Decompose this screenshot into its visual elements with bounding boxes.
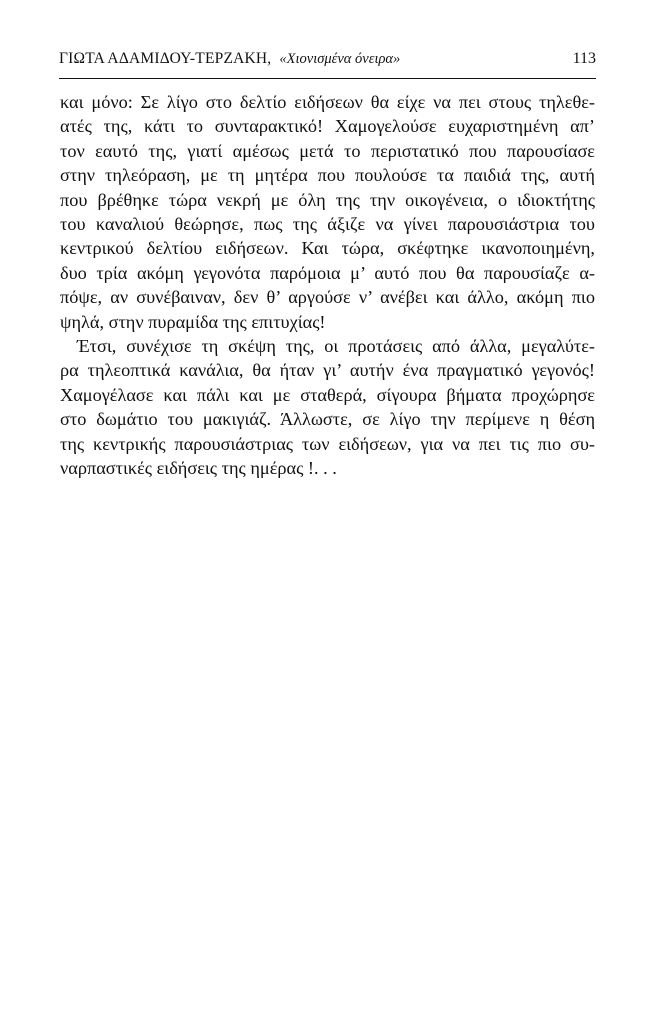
text-line: ψηλά, στην πυραμίδα της επιτυχίας! [60,311,326,332]
text-line: τον εαυτό της, γιατί αμέσως μετά το περιστατικό που παρουσίασε [60,140,595,161]
body-text [60,90,595,481]
text-line: της κεντρικής παρουσιάστριας των ειδήσεων, για να πει τις πιο συ- [60,433,595,454]
text-line: και μόνο: Σε λίγο στο δελτίο ειδήσεων θα είχε να πει στους τηλεθε- [60,92,595,112]
text-line: δυο τρία ακόμη γεγονότα παρόμοια μ’ αυτό που θα παρουσίαζε α- [60,262,595,283]
paragraph-2 [60,334,595,480]
paragraph-1 [60,90,595,334]
text-line: κεντρικού δελτίου ειδήσεων. Και τώρα, σκέφτηκε ικανοποιημένη, [60,238,595,259]
text-line: Χαμογέλασε και πάλι και με σταθερά, σίγουρα βήματα προχώρησε [60,384,595,405]
text-line: του καναλιού θεώρησε, πως της άξιζε να γίνει παρουσιάστρια του [60,214,595,235]
author-name: ΓΙΩΤΑ ΑΔΑΜΙΔΟΥ-ΤΕΡΖΑΚΗ, [59,50,272,67]
text-line: ρα τηλεοπτικά κανάλια, θα ήταν γι’ αυτήν ένα πραγματικό γεγονός! [60,360,595,381]
text-line: ατές της, κάτι το συνταρακτικό! Χαμογελούσε ευχαριστημένη απ’ [60,116,595,137]
text-line: πόψε, αν συνέβαιναν, δεν θ’ αργούσε ν’ ανέβει και άλλο, ακόμη πιο [60,287,595,308]
running-header [59,50,596,79]
book-title: «Χιονισμένα όνειρα» [279,51,401,67]
text-line: ναρπαστικές ειδήσεις της ημέρας !. . . [60,458,337,479]
text-line: στο δωμάτιο του μακιγιάζ. Άλλωστε, σε λίγο την περίμενε η θέση [60,409,595,430]
text-line: που βρέθηκε τώρα νεκρή με όλη της την οικογένεια, ο ιδιοκτήτης [60,189,595,210]
text-line: Έτσι, συνέχισε τη σκέψη της, οι προτάσεις από άλλα, μεγαλύτε- [77,336,595,357]
text-line: στην τηλεόραση, με τη μητέρα που πουλούσε τα παιδιά της, αυτή [60,165,595,186]
page-number: 113 [572,50,596,67]
header-left [59,50,400,68]
